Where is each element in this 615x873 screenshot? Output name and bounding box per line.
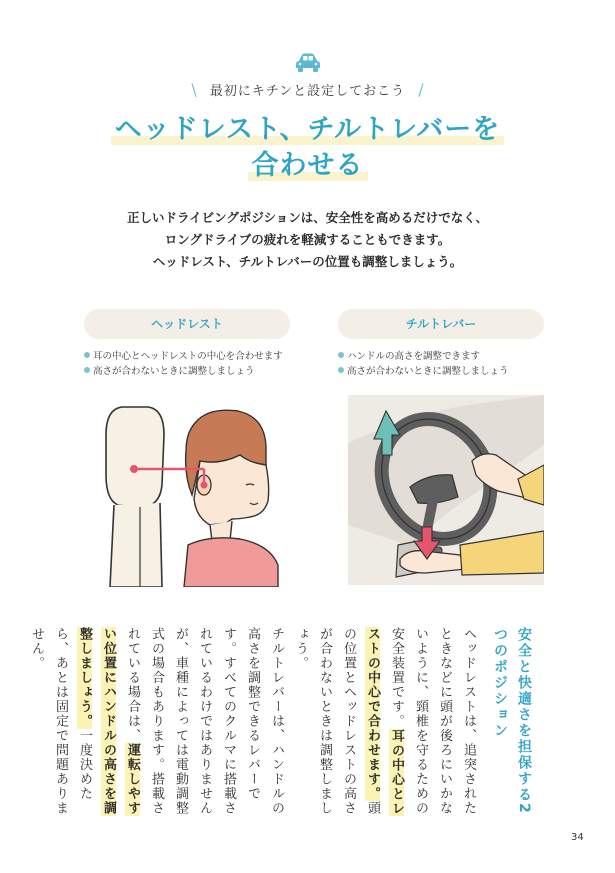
- tilt-lever-bullet-list: [338, 349, 558, 379]
- section-subtitle: 最初にキチンと設定しておこう: [209, 84, 406, 99]
- list-item: 高さが合わないときに調整しましょう: [84, 364, 304, 379]
- car-icon: [293, 52, 323, 74]
- article-heading: 安全と快適さを担保する2つのポジション: [492, 627, 532, 815]
- article-highlight-2: 運転しやすい位置にハンドルの高さを調整しましょう。: [77, 627, 140, 816]
- slash-decoration-right: /: [418, 80, 424, 99]
- article-paragraph-2-end: 一度決めたら、あとは固定で問題ありません。: [29, 627, 92, 816]
- page-number: 34: [571, 832, 584, 843]
- lead-line-3: ヘッドレスト、チルトレバーの位置も調整しましょう。: [152, 254, 463, 269]
- lead-paragraph: [0, 207, 615, 273]
- headrest-bullet-list: [84, 349, 304, 379]
- article-paragraph-1-end: 頭の位置とヘッドレストの高さが合わないときは調整しましょう。: [293, 627, 380, 816]
- page-title-line-1: ヘッドレスト、チルトレバーを: [115, 112, 501, 148]
- lead-line-2: ロングドライブの疲れを軽減することもできます。: [164, 232, 451, 247]
- list-item: 高さが合わないときに調整しましょう: [338, 364, 558, 379]
- page-title-line-2: 合わせる: [252, 148, 364, 184]
- list-item: 耳の中心とヘッドレストの中心を合わせます: [84, 349, 304, 364]
- bullet-dot-icon: [338, 352, 344, 358]
- tilt-lever-illustration: [348, 395, 544, 585]
- subtitle-row: [0, 80, 615, 99]
- bullet-dot-icon: [338, 367, 344, 373]
- page-title: [0, 112, 615, 184]
- article-highlight-1: 耳の中心とレストの中心で合わせます。: [365, 627, 404, 816]
- article-paragraph-1: ヘッドレストは、追突されたときなどに頭が後ろにいかないように、頸椎を守るための安全装置です。: [389, 627, 476, 816]
- bullet-dot-icon: [84, 367, 90, 373]
- section-label-tilt-lever: チルトレバー: [338, 309, 544, 339]
- headrest-illustration: [100, 405, 280, 587]
- lead-line-1: 正しいドライビングポジションは、安全性を高めるだけでなく、: [126, 210, 489, 225]
- slash-decoration-left: \: [191, 80, 197, 99]
- article-body: [29, 627, 480, 827]
- section-label-headrest: ヘッドレスト: [84, 309, 290, 339]
- article-paragraph-2: チルトレバーは、ハンドルの高さを調整できるレバーです。すべてのクルマに搭載されているわけではありませんが、車種によっては電動調整式の場合もあります。搭載されている場合は、: [125, 627, 284, 816]
- bullet-dot-icon: [84, 352, 90, 358]
- list-item: ハンドルの高さを調整できます: [338, 349, 558, 364]
